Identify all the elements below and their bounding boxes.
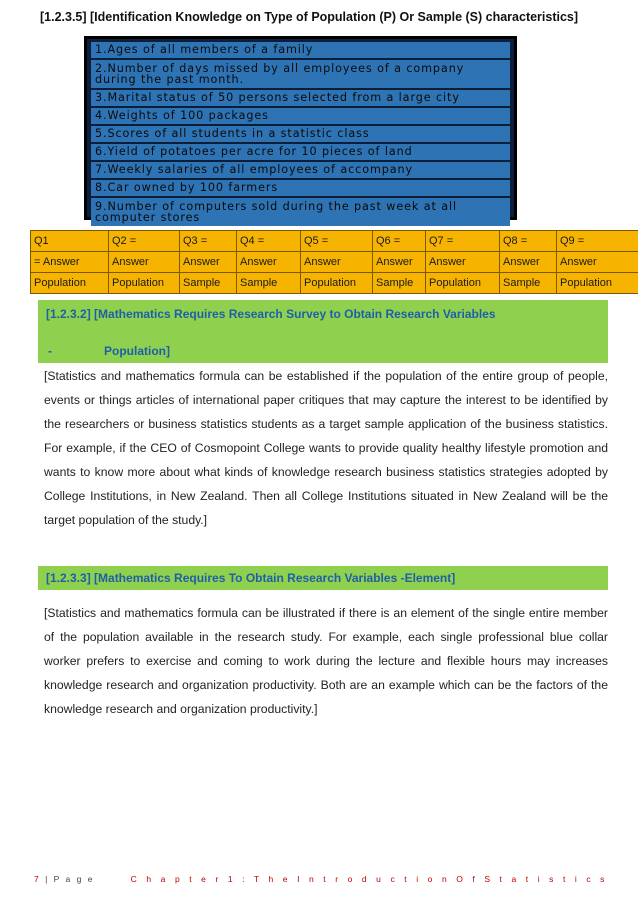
question-item-8: 8.Car owned by 100 farmers bbox=[91, 180, 510, 196]
answer-cell: Q8 = bbox=[500, 231, 557, 252]
page-number: 7 bbox=[34, 874, 41, 884]
answers-label-row bbox=[31, 252, 638, 273]
answer-cell: Answer bbox=[180, 252, 237, 273]
answer-cell: Population bbox=[301, 273, 373, 294]
page-footer-number bbox=[34, 874, 94, 884]
answer-cell: = Answer bbox=[31, 252, 109, 273]
answer-cell: Q5 = bbox=[301, 231, 373, 252]
section-heading-element-text: [1.2.3.3] [Mathematics Requires To Obtain Research Variables -Element] bbox=[46, 571, 456, 585]
question-item-5: 5.Scores of all students in a statistic class bbox=[91, 126, 510, 142]
answer-cell: Answer bbox=[500, 252, 557, 273]
population-sample-question-list bbox=[84, 36, 517, 224]
answer-cell: Q7 = bbox=[426, 231, 500, 252]
answer-cell: Sample bbox=[373, 273, 426, 294]
answer-cell: Sample bbox=[500, 273, 557, 294]
answer-cell: Answer bbox=[301, 252, 373, 273]
answer-cell: Q1 bbox=[31, 231, 109, 252]
section-heading-population bbox=[38, 300, 608, 363]
question-item-1: 1.Ages of all members of a family bbox=[91, 42, 510, 58]
answers-question-row bbox=[31, 231, 638, 252]
answer-cell: Q3 = bbox=[180, 231, 237, 252]
answer-cell: Sample bbox=[180, 273, 237, 294]
answer-cell: Q2 = bbox=[109, 231, 180, 252]
answer-cell: Population bbox=[31, 273, 109, 294]
question-item-4: 4.Weights of 100 packages bbox=[91, 108, 510, 124]
question-item-7: 7.Weekly salaries of all employees of accompany bbox=[91, 162, 510, 178]
answer-cell: Answer bbox=[426, 252, 500, 273]
answer-cell: Q4 = bbox=[237, 231, 301, 252]
section-heading-population-line2 bbox=[48, 344, 170, 358]
section-heading-element bbox=[38, 566, 608, 590]
heading-dash: - bbox=[48, 344, 52, 358]
answer-cell: Answer bbox=[557, 252, 638, 273]
question-item-3: 3.Marital status of 50 persons selected from a large city bbox=[91, 90, 510, 106]
answer-cell: Sample bbox=[237, 273, 301, 294]
answer-cell: Answer bbox=[109, 252, 180, 273]
section-heading-population-line1: [1.2.3.2] [Mathematics Requires Research Survey to Obtain Research Variables bbox=[46, 307, 496, 321]
question-item-6: 6.Yield of potatoes per acre for 10 pieces of land bbox=[91, 144, 510, 160]
paragraph-element: [Statistics and mathematics formula can be illustrated if there is an element of the single entire member of the population available in the research study. For example, each single professional blue collar worker prefers to exercise and coming to work during the lecture and flexible hours may increases knowledge research and organization productivity. Both are an example which can be the factors of the knowledge research and organization productivity.] bbox=[44, 606, 608, 716]
question-item-2: 2.Number of days missed by all employees of a company during the past month. bbox=[91, 60, 510, 88]
answer-cell: Q9 = bbox=[557, 231, 638, 252]
answers-table bbox=[30, 230, 638, 294]
answer-cell: Population bbox=[109, 273, 180, 294]
page-footer-chapter: C h a p t e r 1 : T h e I n t r o d u c t i o n O f S t a t i s t i c s bbox=[130, 874, 608, 884]
question-item-9: 9.Number of computers sold during the past week at all computer stores bbox=[91, 198, 510, 226]
answer-cell: Population bbox=[426, 273, 500, 294]
answer-cell: Q6 = bbox=[373, 231, 426, 252]
answer-cell: Answer bbox=[237, 252, 301, 273]
answers-value-row bbox=[31, 273, 638, 294]
section-heading-identification: [1.2.3.5] [Identification Knowledge on Type of Population (P) Or Sample (S) characteristics] bbox=[40, 10, 579, 24]
heading-population-word: Population] bbox=[104, 344, 170, 358]
paragraph-population: [Statistics and mathematics formula can be established if the population of the entire group of people, events or things articles of international paper critiques that may capture the interest to be identified by the researchers or business statistics students as a target sample application of the business statistics. For example, if the CEO of Cosmopoint College wants to provide quality healthy lifestyle promotion and wants to know more about what kinds of knowledge research business statistics strategies adopted by College Institutions, in New Zealand. Then all College Institutions situated in New Zealand will be the target population of the study.] bbox=[44, 369, 608, 527]
page-label: | P a g e bbox=[40, 874, 95, 884]
answer-cell: Answer bbox=[373, 252, 426, 273]
answer-cell: Population bbox=[557, 273, 638, 294]
